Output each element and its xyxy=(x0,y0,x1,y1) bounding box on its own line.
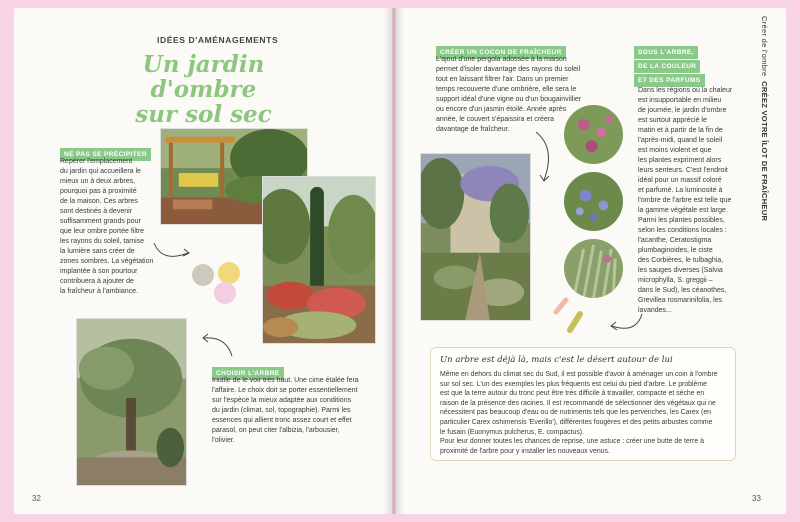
text-line: l'affaire. Le choix doit se porter essentiellement xyxy=(212,387,358,394)
page-title xyxy=(96,52,311,127)
text-line: du jardin (climat, sol, topographie). Parmi les xyxy=(212,407,351,414)
text-line: les sauges diverses (Salvia xyxy=(638,267,723,274)
text-line: implantée à son pourtour xyxy=(60,268,138,275)
book-gutter xyxy=(384,8,404,514)
text-line: est surtout apprécié le xyxy=(638,117,707,124)
text-line: de la maison. Ces arbres xyxy=(60,198,138,205)
text-line: particulier Carex oshimensis 'Everillo'), différentes fougères et des petits arbustes comme xyxy=(440,418,713,426)
text-choisir-l-arbre xyxy=(212,376,387,446)
text-line: tout en laissant filtrer l'air. Dans un premier xyxy=(436,76,569,83)
page-number-right: 33 xyxy=(752,494,761,503)
text-line: de journée, le jardin d'ombre xyxy=(638,107,727,114)
text-line: raison de la présence des racines. Il est recommandé de sélectionner des végétaux qui ne xyxy=(440,399,716,407)
text-line: pourquoi pas à proximité xyxy=(60,188,137,195)
text-line: les plantes expriment alors xyxy=(638,157,722,164)
photo-circle-flowers-pink xyxy=(564,105,623,164)
text-line: et parfumé. La luminosité à xyxy=(638,187,723,194)
text-line: le fusain (Euonymus pulcherus, E. compactus). xyxy=(440,428,585,436)
text-line: plumbaginoides, le ciste xyxy=(638,247,713,254)
side-chapter-part1: Créer de l'ombre xyxy=(760,16,769,77)
text-line: les rayons du soleil, tamise xyxy=(60,238,145,245)
text-line: contribuera à ajouter de xyxy=(60,278,134,285)
text-line: dans le Sud), les céanothes, xyxy=(638,287,727,294)
arrow-curved-icon xyxy=(150,235,195,265)
text-line: année, le couvert s'épaissira et créera xyxy=(436,116,555,123)
arrow-curved-icon xyxy=(530,128,560,188)
text-line: L'ajout d'une pergola adossée à la maison xyxy=(436,56,567,63)
text-ne-pas-se-precipiter xyxy=(60,157,175,297)
text-line: Parmi les plantes possibles, xyxy=(638,217,725,224)
text-line: sur l'espèce la mieux adaptée aux conditions xyxy=(212,397,352,404)
tag-label: CHOISIR L'ARBRE xyxy=(212,367,284,380)
text-line: support idéal d'une vigne ou d'un bougainvillier xyxy=(436,96,582,103)
decor-pink-dot xyxy=(214,282,236,304)
text-line: ou encore d'un jasmin étoilé. Année après xyxy=(436,106,567,113)
text-line: la fraîcheur à l'ambiance. xyxy=(60,288,138,295)
tag-label: SOUS L'ARBRE, xyxy=(634,46,698,59)
text-line: proximité de l'arbre pour y installer les nouveaux venus. xyxy=(440,447,610,455)
photo-wisteria-garden xyxy=(420,153,531,321)
text-line: mieux un à deux arbres, xyxy=(60,178,136,185)
text-line: essences qui allient tronc assez court et effet xyxy=(212,417,352,424)
tag-label: CRÉER UN COCON DE FRAÎCHEUR xyxy=(436,46,566,59)
text-line: est que la terre autour du tronc peut être très difficile à travailler, compacte et sèche en xyxy=(440,390,705,398)
text-line: temps recouverte d'une ombrière, elle sera le xyxy=(436,86,577,93)
page-number-left: 32 xyxy=(32,494,41,503)
photo-circle-grass xyxy=(564,239,623,298)
text-line: Grevillea rosmarinifolia, les xyxy=(638,297,723,304)
text-line: est insupportable en milieu xyxy=(638,97,722,104)
text-line: Pour leur donner toutes les chances de reprise, une astuce : créer une butte de terre à xyxy=(440,438,704,446)
decor-brush-strokes xyxy=(552,296,592,336)
tag-label: NE PAS SE PRÉCIPITER xyxy=(60,148,151,161)
title-line-2: sur sol sec xyxy=(135,101,272,128)
section-kicker: IDÉES D'AMÉNAGEMENTS xyxy=(157,35,279,45)
tag-label: DE LA COULEUR xyxy=(634,60,700,73)
arrow-curved-icon xyxy=(196,330,236,360)
photo-olive-tree xyxy=(76,318,187,486)
text-line: du jardin qui accueillera le xyxy=(60,168,141,175)
text-line: permet d'isoler davantage des rayons du soleil xyxy=(436,66,581,73)
text-line: microphylla, S. greggii – xyxy=(638,277,713,284)
photo-mediterranean-garden xyxy=(262,176,376,344)
text-line: zones sombres. La végétation xyxy=(60,258,154,265)
tag-sous-l-arbre xyxy=(634,46,705,87)
text-line: l'ombre de l'arbre est telle que xyxy=(638,197,732,204)
text-line: parasol, on peut citer l'albizia, l'arbousier, xyxy=(212,427,340,434)
text-line: sont destinés à devenir xyxy=(60,208,132,215)
text-line: des Corbières, le tulbaghia, xyxy=(638,257,724,264)
text-line: suffisamment grands pour xyxy=(60,218,141,225)
text-line: Même en dehors du climat sec du Sud, il est possible d'avoir à aménager un coin à l'ombre xyxy=(440,371,718,378)
text-line: leurs senteurs. C'est l'endroit xyxy=(638,167,728,174)
text-line: idéal pour un massif coloré xyxy=(638,177,722,184)
text-line: l'olivier. xyxy=(212,437,235,444)
side-chapter-label xyxy=(757,16,771,266)
text-line: est moins violent et que xyxy=(638,147,712,154)
tag-label: ET DES PARFUMS xyxy=(634,74,705,87)
side-chapter-part2: CRÉEZ VOTRE ÎLOT DE FRAÎCHEUR xyxy=(760,81,769,222)
text-line: Dans les régions où la chaleur xyxy=(638,87,733,94)
title-line-1: Un jardin d'ombre xyxy=(142,51,265,103)
side-chapter-text xyxy=(760,16,769,221)
text-line: la lumière sans créer de xyxy=(60,248,135,255)
photo-circle-flowers-blue xyxy=(564,172,623,231)
text-line: davantage de fraîcheur. xyxy=(436,126,510,133)
inset-title: Un arbre est déjà là, mais c'est le désert autour de lui xyxy=(440,355,673,365)
decor-yellow-dot xyxy=(218,262,240,284)
text-line: matin et à partir de la fin de xyxy=(638,127,723,134)
text-line: selon les conditions locales : xyxy=(638,227,727,234)
text-line: que leur ombre portée filtre xyxy=(60,228,145,235)
text-sous-l-arbre xyxy=(638,86,750,316)
inset-text xyxy=(440,370,734,456)
text-line: lavandes... xyxy=(638,307,672,314)
decor-grey-dot xyxy=(192,264,214,286)
text-line: l'acanthe, Ceratostigma xyxy=(638,237,712,244)
text-line: Repérer l'emplacement xyxy=(60,158,133,165)
text-line: nécessitent pas beaucoup d'eau ou de nutriments tels que les pervenches, les Carex (en xyxy=(440,409,711,417)
text-line: l'après-midi, quand le soleil xyxy=(638,137,723,144)
text-line: sur sol sec. L'un des exemples les plus fréquents est celui du pied d'arbre. Le problème xyxy=(440,380,707,388)
text-line: la gamme végétale est large. xyxy=(638,207,728,214)
text-line: Inutile de le voir très haut. Une cime étalée fera xyxy=(212,377,359,384)
